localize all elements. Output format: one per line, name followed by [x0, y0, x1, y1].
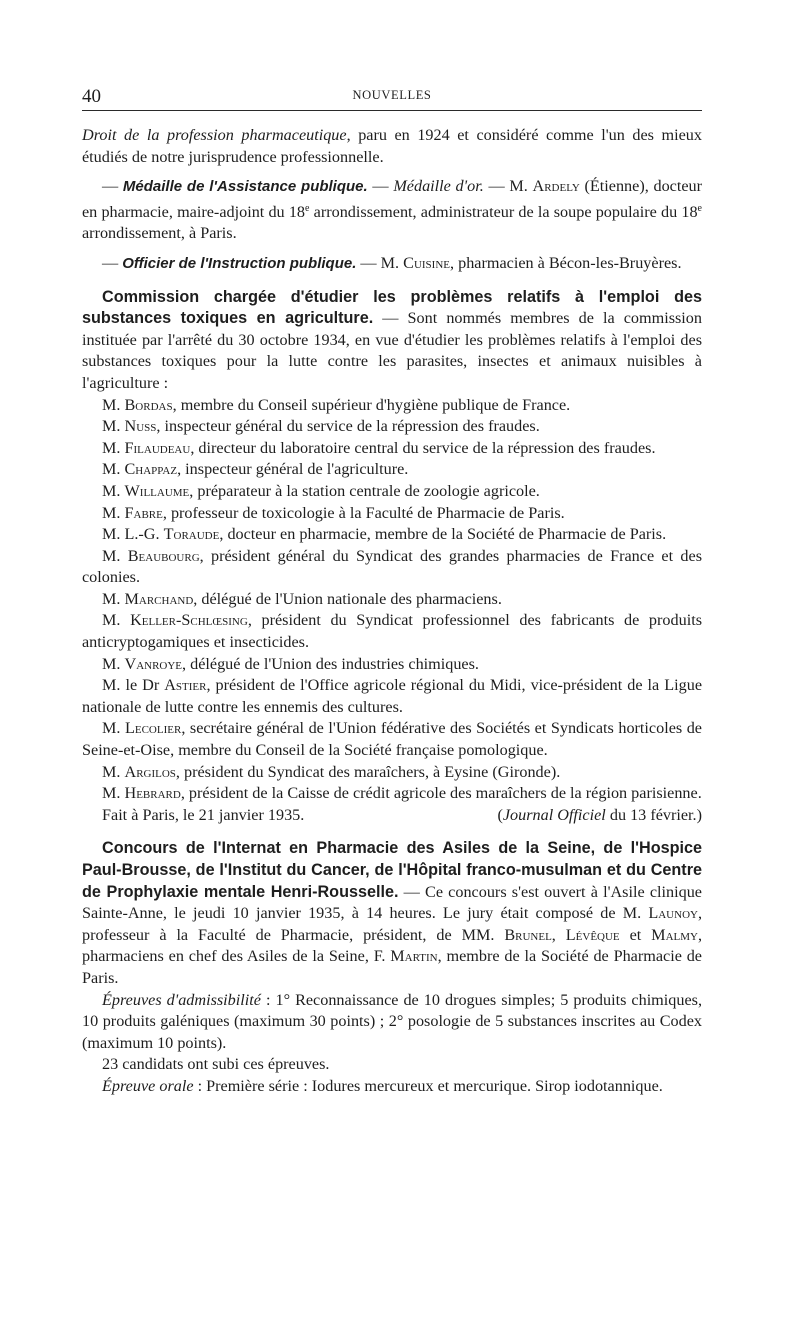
header-rule: [82, 110, 702, 111]
text: , membre de la Société de Pharmacie de Paris.: [82, 947, 702, 987]
text: arrondissement, administrateur de la soupe populaire du 18: [309, 202, 698, 221]
person-name: Beaubourg: [127, 546, 200, 565]
member-list: [82, 395, 702, 805]
text: M. L.-G.: [102, 525, 164, 544]
italic-label: Épreuve orale: [102, 1076, 194, 1095]
text: (Étienne), docteur en pharmacie, maire-adjoint du 18: [82, 177, 703, 221]
text: , président général du Syndicat des grandes pharmacies de France et des colonies.: [82, 546, 702, 587]
member-item: [82, 610, 702, 653]
member-item: [82, 416, 702, 438]
text: arrondissement, à Paris.: [82, 224, 237, 243]
date-text: Fait à Paris, le 21 janvier 1935.: [102, 805, 305, 824]
italic-title: Droit de la profession pharmaceutique: [82, 126, 347, 144]
member-item: [82, 524, 702, 546]
document-page: [82, 80, 702, 1098]
person-name: Bordas: [124, 395, 173, 414]
text: M.: [102, 654, 125, 673]
person-name: Astier: [164, 676, 207, 695]
paragraph-medaille: [82, 176, 702, 245]
text: : Première série : Iodures mercureux et mercurique. Sirop iodotannique.: [193, 1076, 663, 1095]
dated-line: [82, 805, 702, 827]
text: , inspecteur général de l'agriculture.: [177, 460, 409, 479]
text: M.: [102, 417, 125, 436]
text: M.: [102, 762, 125, 781]
member-item: [82, 675, 702, 718]
dash: —: [367, 177, 394, 196]
person-name: Filaudeau: [124, 438, 191, 457]
page-number: 40: [82, 86, 101, 107]
superscript: e: [697, 202, 702, 214]
text: , docteur en pharmacie, membre de la Société de Pharmacie de Paris.: [219, 525, 667, 544]
running-title: NOUVELLES: [352, 88, 432, 102]
text: M.: [102, 611, 131, 630]
text: , directeur du laboratoire central du service de la répression des fraudes.: [190, 438, 656, 457]
page-header: [82, 80, 702, 108]
paragraph-officier: [82, 253, 702, 275]
member-item: [82, 783, 702, 805]
member-item: [82, 546, 702, 589]
person-name: Martin: [390, 947, 438, 966]
person-name: Vanroye: [124, 654, 183, 673]
paragraph-orale: [82, 1076, 702, 1098]
paragraph-concours: [82, 838, 702, 989]
text: , secrétaire général de l'Union fédérative des Sociétés et Syndicats horticoles de Seine-et-Oise, membre du Conseil de la Société française pomologique.: [82, 719, 702, 760]
text: , président du Syndicat des maraîchers, à Eysine (Gironde).: [175, 762, 561, 781]
text: M.: [102, 481, 125, 500]
source-citation: [497, 805, 702, 827]
text: — Ce concours s'est ouvert à l'Asile clinique Sainte-Anne, le jeudi 10 janvier 1935, à 14 heures. Le jury était composé de M.: [82, 882, 702, 923]
text: M.: [102, 395, 125, 414]
source-title: Journal Officiel: [502, 805, 606, 824]
paragraph-admissibilite: [82, 990, 702, 1055]
paragraph-candidats: 23 candidats ont subi ces épreuves.: [102, 1055, 330, 1074]
paragraph-droit: [82, 125, 702, 168]
person-name: Ardely: [532, 177, 580, 196]
text: , professeur de toxicologie à la Faculté de Pharmacie de Paris.: [162, 503, 565, 522]
member-item: [82, 654, 702, 676]
section-heading: Officier de l'Instruction publique.: [122, 254, 357, 272]
text: , président de l'Office agricole régional du Midi, vice-président de la Ligue nationale de lutte contre les ennemis des cultures.: [82, 676, 703, 716]
text: M.: [102, 719, 125, 738]
text: M.: [102, 460, 125, 479]
person-name: Lévêque: [565, 925, 620, 944]
text: : 1° Reconnaissance de 10 drogues simples; 5 produits chimiques, 10 produits galéniques (maximum 30 points) ; 2° posologie de 5 substances inscrites au Codex (maximum 10 points).: [82, 990, 702, 1052]
superscript: e: [305, 202, 310, 214]
medal-type: Médaille d'or.: [393, 177, 484, 196]
person-name: Launoy: [648, 904, 698, 923]
text: M.: [102, 546, 128, 565]
text: — M.: [483, 177, 533, 196]
member-item: [82, 589, 702, 611]
person-name: Fabre: [124, 503, 163, 522]
paragraph-commission: [82, 287, 702, 395]
person-name: Willaume: [124, 481, 190, 500]
text: du 13 février.): [605, 805, 702, 824]
text: M.: [102, 784, 125, 803]
text: , pharmaciens en chef des Asiles de la Seine, F.: [82, 925, 702, 966]
text: M.: [102, 438, 125, 457]
text: , membre du Conseil supérieur d'hygiène publique de France.: [172, 395, 571, 414]
text: ,: [551, 925, 566, 944]
person-name: Toraude: [163, 525, 220, 544]
person-name: Malmy: [651, 925, 698, 944]
text: (: [497, 805, 503, 824]
italic-label: Épreuves d'admissibilité: [102, 990, 261, 1009]
text: , président du Syndicat professionnel des fabricants de produits anticryptogamiques et insecticides.: [82, 611, 702, 652]
text: M.: [102, 503, 125, 522]
person-name: Brunel: [504, 925, 552, 944]
member-item: [82, 762, 702, 784]
member-item: [82, 438, 702, 460]
dash: —: [102, 177, 123, 196]
member-item: [82, 718, 702, 761]
text: M.: [102, 589, 125, 608]
person-name: Chappaz: [124, 460, 178, 479]
text: , délégué de l'Union des industries chimiques.: [182, 654, 479, 673]
section-heading: Médaille de l'Assistance publique.: [122, 178, 368, 196]
concours-heading: Concours de l'Internat en Pharmacie des Asiles de la Seine, de l'Hospice Paul-Brousse, de l'Institut du Cancer, de l'Hôpital franco-musulman et du Centre de Prophylaxie mentale Henri-Rousselle.: [82, 839, 702, 901]
text: M. le Dr: [102, 676, 165, 695]
text: , délégué de l'Union nationale des pharmaciens.: [193, 589, 502, 608]
commission-heading: Commission chargée d'étudier les problèmes relatifs à l'emploi des substances toxiques en agriculture.: [82, 287, 702, 328]
commission-intro: — Sont nommés membres de la commission instituée par l'arrêté du 30 octobre 1934, en vue d'étudier les problèmes relatifs à l'emploi des substances toxiques pour la lutte contre les parasites, insectes et animaux nuisibles à l'agriculture :: [82, 309, 702, 392]
member-item: [82, 459, 702, 481]
dash: —: [102, 253, 123, 272]
text: , préparateur à la station centrale de zoologie agricole.: [189, 481, 540, 500]
member-item: [82, 395, 702, 417]
text: , inspecteur général du service de la répression des fraudes.: [156, 417, 540, 436]
member-item: [82, 503, 702, 525]
text: et: [619, 925, 652, 944]
text: , pharmacien à Bécon-les-Bruyères.: [450, 253, 682, 272]
text: , paru en 1924 et considéré comme l'un des mieux étudiés de notre jurisprudence professionnelle.: [82, 126, 702, 166]
text: — M.: [356, 253, 404, 272]
person-name: Marchand: [124, 589, 194, 608]
person-name: Cuisine: [403, 253, 451, 272]
person-name: Argilos: [124, 762, 176, 781]
text: , président de la Caisse de crédit agricole des maraîchers de la région parisienne.: [180, 784, 702, 803]
person-name: Nuss: [124, 417, 157, 436]
member-item: [82, 481, 702, 503]
person-name: Hebrard: [124, 784, 181, 803]
person-name: Keller-Schlœsing: [130, 611, 248, 630]
person-name: Lecolier: [124, 719, 182, 738]
text: , professeur à la Faculté de Pharmacie, président, de MM.: [82, 904, 702, 944]
